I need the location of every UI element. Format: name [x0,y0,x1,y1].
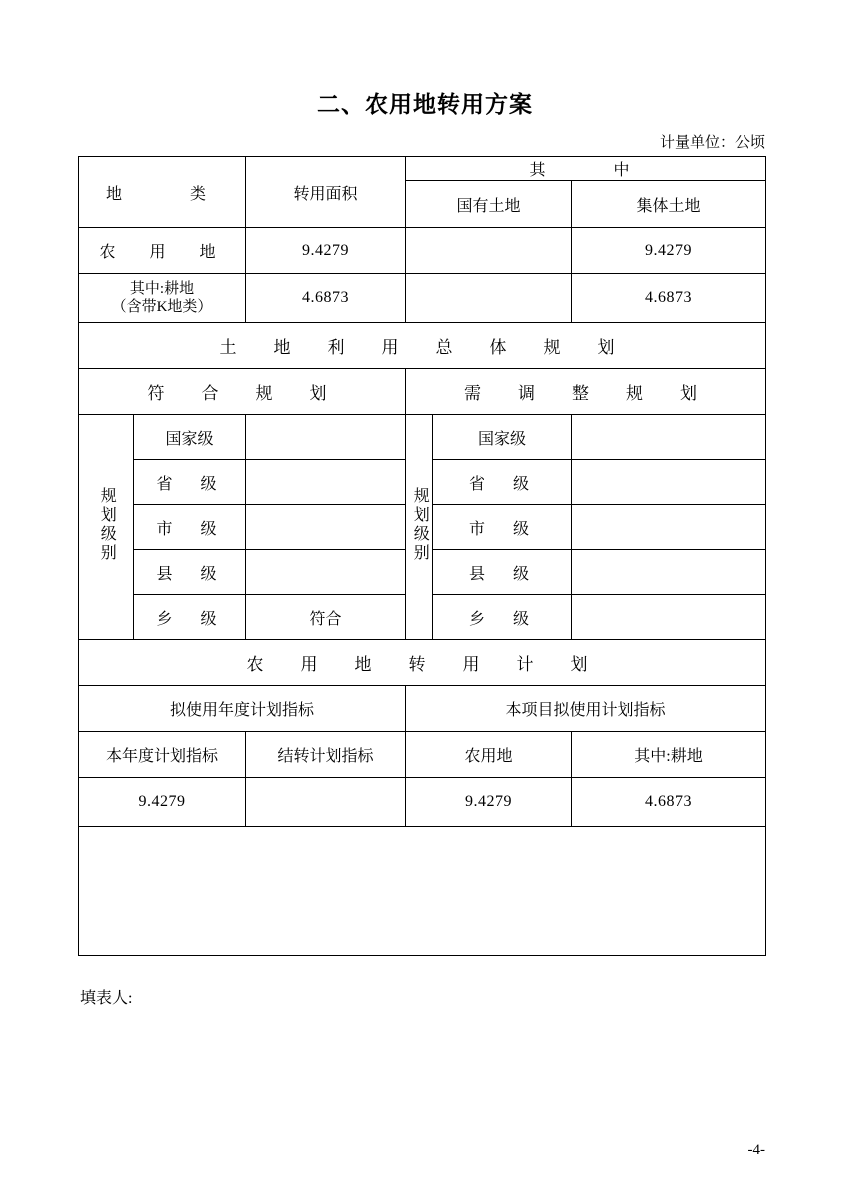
table-band-overall-plan-row [79,323,766,369]
cell-level-name-right-1: 省 级 [433,460,572,505]
header-project-quota: 本项目拟使用计划指标 [406,686,766,732]
cell-level-name-right-3: 县 级 [433,550,572,595]
cell-needs-adjust-value-2 [572,505,766,550]
cell-level-name-left-0: 国家级 [134,415,246,460]
header-converted-area: 转用面积 [246,157,406,228]
table-plan-section-header-row [79,369,766,415]
cell-cultivated-converted-area: 4.6873 [246,274,406,323]
band-overall-land-use-plan: 土 地 利 用 总 体 规 划 [79,323,766,369]
cell-needs-adjust-value-4 [572,595,766,640]
cell-level-name-right-0: 国家级 [433,415,572,460]
table-row-plan-level-national [79,415,766,460]
cell-quota-value-3: 4.6873 [572,778,766,827]
label-plan-level-right: 规划级别 [406,415,433,640]
measurement-unit-note: 计量单位：公顷 [659,135,765,151]
table-header-row-1 [79,157,766,181]
header-quota-col-2: 农用地 [406,732,572,778]
cell-agricultural-converted-area: 9.4279 [246,228,406,274]
label-plan-level-left: 规划级别 [79,415,134,640]
table-notes-row [79,827,766,956]
cell-needs-adjust-value-3 [572,550,766,595]
cell-quota-value-1 [246,778,406,827]
signer-label: 填表人: [80,990,133,1007]
cell-conforming-value-3 [246,550,406,595]
cell-level-name-left-4: 乡 级 [134,595,246,640]
cell-level-name-right-2: 市 级 [433,505,572,550]
cell-conforming-value-1 [246,460,406,505]
cell-conforming-value-4: 符合 [246,595,406,640]
header-needs-adjust-plan: 需 调 整 规 划 [406,369,766,415]
row-label-cultivated-land [79,274,246,323]
cell-level-name-left-3: 县 级 [134,550,246,595]
page-number: -4- [747,1142,765,1158]
cell-conforming-value-0 [246,415,406,460]
cell-level-name-left-2: 市 级 [134,505,246,550]
table-band-conversion-plan-row [79,640,766,686]
table-row-cultivated-land [79,274,766,323]
cell-cultivated-state-owned [406,274,572,323]
cell-level-name-right-4: 乡 级 [433,595,572,640]
header-quota-col-3: 其中:耕地 [572,732,766,778]
header-quota-col-0: 本年度计划指标 [79,732,246,778]
cell-agricultural-state-owned [406,228,572,274]
table-row-agricultural-land [79,228,766,274]
cell-level-name-left-1: 省 级 [134,460,246,505]
table-quota-section-header-row [79,686,766,732]
table-quota-value-row [79,778,766,827]
header-collective-land: 集体土地 [572,181,766,228]
table-quota-column-header-row [79,732,766,778]
cell-quota-value-0: 9.4279 [79,778,246,827]
cell-agricultural-collective: 9.4279 [572,228,766,274]
row-label-cultivated-line1: 其中:耕地 [129,280,195,297]
row-label-agricultural-land: 农 用 地 [79,228,246,274]
header-quota-col-1: 结转计划指标 [246,732,406,778]
header-among-which: 其 中 [406,157,766,181]
cell-quota-value-2: 9.4279 [406,778,572,827]
cell-needs-adjust-value-0 [572,415,766,460]
cell-notes-area [79,827,766,956]
row-label-cultivated-line2: （含带K地类） [111,299,213,315]
cell-cultivated-collective: 4.6873 [572,274,766,323]
header-land-type: 地 类 [79,157,246,228]
cell-conforming-value-2 [246,505,406,550]
page-title: 二、农用地转用方案 [317,92,533,118]
header-state-owned-land: 国有土地 [406,181,572,228]
farmland-conversion-table [78,156,766,956]
header-annual-quota: 拟使用年度计划指标 [79,686,406,732]
cell-needs-adjust-value-1 [572,460,766,505]
header-conforming-plan: 符 合 规 划 [79,369,406,415]
band-farmland-conversion-plan: 农 用 地 转 用 计 划 [79,640,766,686]
